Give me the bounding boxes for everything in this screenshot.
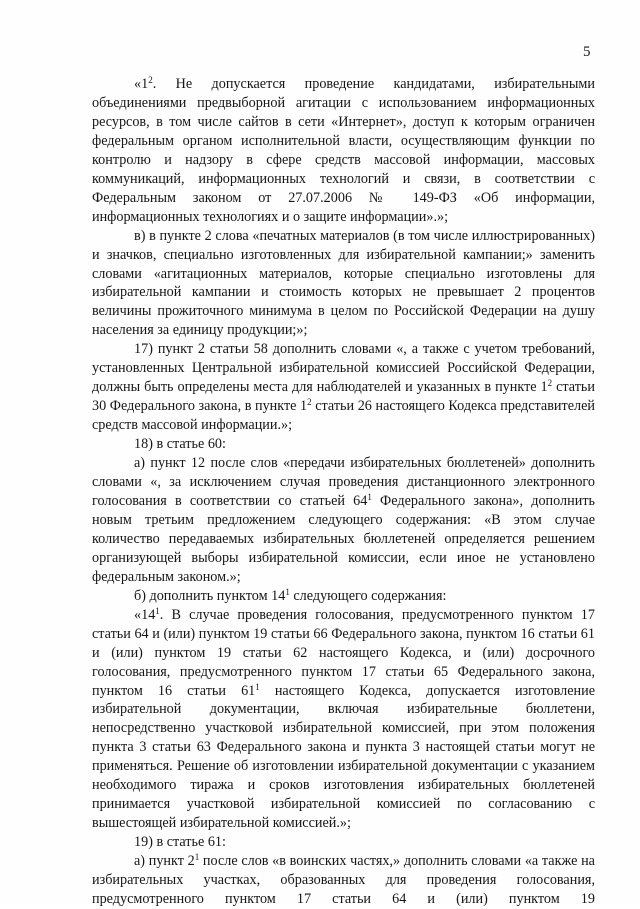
paragraph-p4 [92, 435, 595, 454]
paragraph-p2 [92, 227, 595, 341]
paragraph-p7 [92, 606, 595, 833]
text-run: 18) в статье 60: [134, 436, 226, 453]
text-run: после слов «в воинских частях,» дополнить словами «а также на избирательных участках, образованных для проведения голосования, предусмотренного пунктом 17 статьи 64 и (или) пунктом 19 [92, 853, 595, 907]
text-run: настоящего Кодекса, допускается изготовление избирательной документации, включая избирательные бюллетени, непосредственно участковой избирательной комиссией, при этом положения пункта 3 статьи 63 Федерального закона и пункта 3 настоящей статьи могут не применяться. Решение об изготовлении избирательной документации с указанием необходимого тиража и сроков изготовления избирательных бюллетеней принимается участковой избирательной комиссией по согласованию с вышестоящей избирательной комиссией.»; [92, 682, 596, 832]
superscript: 1 [194, 852, 200, 863]
superscript: 1 [367, 491, 372, 502]
text-run: статьи 30 Федерального закона, в пункте 1 [92, 379, 595, 415]
superscript: 2 [148, 75, 153, 85]
paragraph-p3 [92, 340, 595, 435]
text-run: . Не допускается проведение кандидатами, избирательными объединениями предвыборной агитации с использованием информационных ресурсов, в том числе сайтов в сети «Интернет», доступ к которым ограничен федеральным органом исполнительной власти, осуществляющим функции по контролю и надзору в сфере средств массовой информации, массовых коммуникаций, информационных технологий и связи, в соответствии с Федеральным законом от 27.07.2006 № 149-ФЗ «Об информации, информационных технологиях и о защите информации».»; [92, 76, 595, 225]
page-number: 5 [583, 44, 591, 60]
text-run: Федерального закона», дополнить новым третьим предложением следующего содержания: «В этом случае количество передаваемых избирательных бюллетеней определяется решением организующей выборы избирательной комиссии, если иное не установлено федеральным законом.»; [92, 492, 595, 585]
text-run: следующего содержания: [289, 587, 447, 604]
paragraph-p5 [92, 454, 595, 587]
text-run: . В случае проведения голосования, предусмотренного пунктом 17 статьи 64 и (или) пунктом 19 статьи 66 Федерального закона, пунктом 16 статьи 61 и (или) пунктом 19 статьи 62 настоящего Кодекса, и (или) досрочного голосования, предусмотренного пунктом 17 статьи 65 Федерального закона, пунктом 16 статьи 61 [92, 606, 595, 699]
superscript: 1 [285, 586, 290, 597]
superscript: 1 [255, 681, 260, 692]
text-run: 19) в статье 61: [134, 834, 226, 851]
superscript: 1 [155, 605, 160, 616]
text-run: а) пункт 2 [134, 853, 195, 870]
text-run: в) в пункте 2 слова «печатных материалов (в том числе иллюстрированных) и значков, специально изготовленных для избирательной кампании;» заменить словами «агитационных материалов, которые специально изготовлены для избирательной кампании и стоимость которых не превышает 2 процентов величины прожиточного минимума в целом по Российской Федерации на душу населения за единицу продукции;»; [92, 227, 595, 339]
text-run: б) дополнить пунктом 14 [134, 587, 286, 604]
superscript: 2 [307, 397, 312, 408]
text-run: 17) пункт 2 статьи 58 дополнить словами «, а также с учетом требований, установленных Центральной избирательной комиссией Российской Федерации, должны быть определены места для наблюдателей и указанных в пункте 1 [92, 341, 595, 396]
text-run: «14 [134, 606, 156, 623]
text-run: а) пункт 12 после слов «передачи избирательных бюллетеней» дополнить словами «, за исключением случая проведения дистанционного электронного голосования в соответствии со статьей 64 [92, 455, 595, 509]
paragraph-p9 [92, 852, 595, 909]
paragraph-p6 [92, 587, 595, 606]
paragraph-p8 [92, 833, 595, 852]
document-body [92, 75, 595, 909]
text-run: статьи 26 настоящего Кодекса представителей средств массовой информации.»; [92, 398, 595, 434]
paragraph-p1 [92, 75, 595, 227]
superscript: 2 [547, 378, 553, 389]
text-run: «1 [134, 76, 149, 92]
